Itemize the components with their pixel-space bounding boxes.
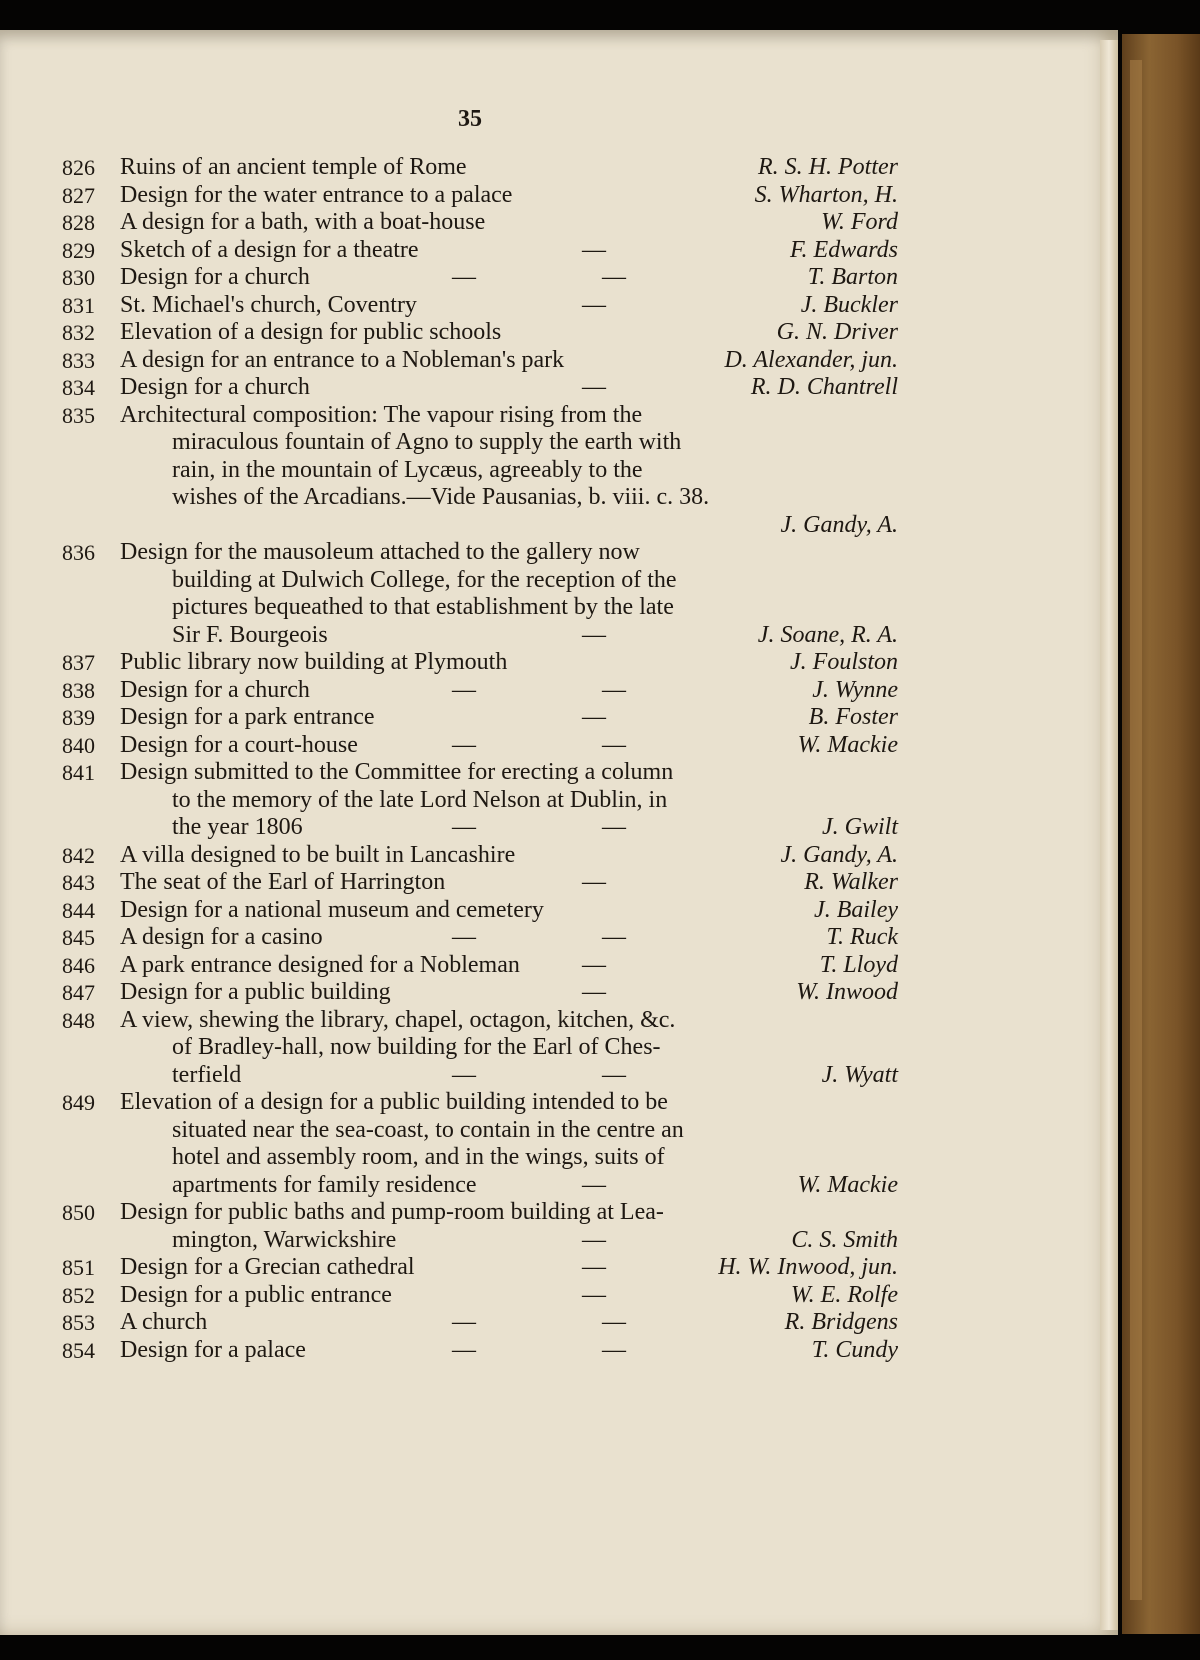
catalog-entry [62,1254,898,1282]
entry-artist: R. S. H. Potter [758,154,898,180]
entry-number: 835 [62,402,95,428]
book-spine-texture [1130,60,1142,1600]
catalog-entry [62,374,898,402]
entry-artist-line [62,512,898,540]
separator-dash: — [582,374,606,400]
entry-line [62,1034,898,1062]
entry-number: 830 [62,265,95,290]
entry-line [62,319,898,347]
entry-title: A view, shewing the library, chapel, octagon, kitchen, &c. [120,1006,676,1033]
entry-number: 854 [62,1337,95,1363]
catalog-entry [62,897,898,925]
entry-number: 848 [62,1007,95,1033]
entry-artist: J. Bailey [814,896,898,923]
entry-artist: B. Foster [808,704,898,730]
entry-title-continued: the year 1806 [172,814,303,840]
entry-artist: R. Bridgens [784,1309,898,1335]
entry-title: Design for a public building [120,979,391,1005]
entry-line [62,292,898,320]
entry-title: Design for the water entrance to a palace [120,181,513,208]
entry-line [62,732,898,760]
entry-artist: T. Cundy [811,1336,898,1363]
catalog-entry [62,1309,898,1337]
entry-artist: J. Gwilt [822,814,898,840]
entry-title: A park entrance designed for a Nobleman [120,951,520,978]
entry-line [62,649,898,677]
entry-title: Design for public baths and pump-room building at Lea- [120,1199,664,1225]
entry-title: Sketch of a design for a theatre [120,236,419,263]
separator-dash: — [452,1061,476,1088]
entry-title: Design for a church [120,264,310,290]
separator-dash: — [452,924,476,950]
entry-artist: J. Wynne [812,676,898,703]
catalog-entry [62,842,898,870]
entry-line [62,1062,898,1090]
catalog-entry [62,347,898,375]
entry-title: Design for a Grecian cathedral [120,1254,415,1280]
catalog-list [62,154,898,1364]
entry-line [62,182,898,210]
entry-line [62,594,898,622]
entry-artist: F. Edwards [789,236,898,263]
catalog-entry [62,1337,898,1365]
entry-line [62,622,898,650]
entry-number: 833 [62,347,95,373]
entry-line [62,484,898,512]
entry-line [62,1089,898,1117]
catalog-entry [62,539,898,649]
entry-title: Ruins of an ancient temple of Rome [120,154,467,180]
separator-dash: — [582,236,606,263]
entry-title: St. Michael's church, Coventry [120,291,417,318]
separator-dash: — [452,676,476,703]
entry-number: 853 [62,1310,95,1335]
separator-dash: — [582,1254,606,1280]
entry-title: A villa designed to be built in Lancashire [120,841,516,868]
entry-artist: J. Foulston [790,649,898,675]
catalog-entry [62,869,898,897]
separator-dash: — [582,979,606,1005]
entry-artist: G. N. Driver [776,319,898,345]
separator-dash: — [602,731,626,758]
entry-title: A design for an entrance to a Nobleman's park [120,346,565,373]
separator-dash: — [452,1309,476,1335]
entry-number: 827 [62,182,95,208]
entry-line [62,1337,898,1365]
entry-number: 847 [62,980,95,1005]
entry-title-continued: hotel and assembly room, and in the wings, suits of [172,1144,665,1170]
entry-title-continued: miraculous fountain of Agno to supply the earth with [172,429,682,455]
entry-line [62,1172,898,1200]
separator-dash: — [582,704,606,730]
entry-number: 841 [62,760,95,785]
entry-line [62,1007,898,1035]
entry-line [62,759,898,787]
catalog-entry [62,649,898,677]
catalog-entry [62,952,898,980]
entry-line [62,952,898,980]
catalog-entry [62,237,898,265]
entry-line [62,154,898,182]
entry-line [62,402,898,430]
entry-line [62,264,898,292]
entry-title-continued: wishes of the Arcadians.—Vide Pausanias, b. viii. c. 38. [172,484,710,510]
separator-dash: — [582,1171,606,1198]
entry-number: 844 [62,897,95,923]
entry-line [62,704,898,732]
entry-number: 849 [62,1090,95,1115]
entry-artist: W. Ford [821,209,898,235]
catalog-entry [62,732,898,760]
entry-number: 842 [62,842,95,868]
entry-number: 845 [62,925,95,950]
catalog-entry [62,182,898,210]
separator-dash: — [602,814,626,840]
entry-number: 834 [62,375,95,400]
entry-title: Elevation of a design for public schools [120,319,502,345]
entry-title: Design submitted to the Committee for erecting a column [120,759,674,785]
entry-title: Design for a palace [120,1336,306,1363]
entry-line [62,897,898,925]
catalog-entry [62,677,898,705]
page-edge [1100,40,1118,1630]
entry-artist: R. D. Chantrell [750,374,898,400]
entry-line [62,869,898,897]
entry-title: Design for a court-house [120,731,358,758]
entry-artist: W. Mackie [797,731,898,758]
entry-title: Design for a public entrance [120,1281,392,1308]
entry-number: 837 [62,650,95,675]
entry-line [62,1254,898,1282]
entry-number: 843 [62,870,95,895]
catalog-entry [62,319,898,347]
catalog-entry [62,1007,898,1090]
entry-line [62,429,898,457]
entry-artist: W. Inwood [796,979,898,1005]
entry-title: Design for the mausoleum attached to the gallery now [120,539,640,565]
entry-artist: J. Gandy, A. [780,511,898,538]
separator-dash: — [582,621,606,648]
entry-title: Elevation of a design for a public building intended to be [120,1089,668,1115]
entry-line [62,539,898,567]
entry-line [62,677,898,705]
entry-number: 836 [62,540,95,565]
entry-title-continued: Sir F. Bourgeois [172,621,328,648]
catalog-entry [62,704,898,732]
entry-number: 831 [62,292,95,318]
separator-dash: — [452,814,476,840]
entry-line [62,209,898,237]
entry-line [62,347,898,375]
separator-dash: — [582,1281,606,1308]
entry-line [62,237,898,265]
entry-line [62,1309,898,1337]
entry-title: Design for a national museum and cemetery [120,896,544,923]
entry-artist: H. W. Inwood, jun. [718,1254,898,1280]
entry-title: Design for a church [120,374,310,400]
entry-artist: W. E. Rolfe [790,1281,898,1308]
catalog-entry [62,154,898,182]
entry-number: 852 [62,1282,95,1308]
entry-title: A design for a casino [120,924,323,950]
separator-dash: — [582,1226,606,1253]
entry-artist: T. Barton [807,264,898,290]
entry-number: 829 [62,237,95,263]
page-number: 35 [458,106,482,132]
entry-number: 839 [62,705,95,730]
catalog-entry [62,1282,898,1310]
catalog-entry [62,264,898,292]
entry-artist: J. Wyatt [821,1061,898,1088]
separator-dash: — [582,869,606,895]
entry-line [62,1144,898,1172]
entry-line [62,814,898,842]
entry-line [62,1282,898,1310]
separator-dash: — [582,951,606,978]
entry-title-continued: situated near the sea-coast, to contain in the centre an [172,1116,684,1143]
catalog-entry [62,402,898,540]
entry-artist: J. Buckler [800,291,898,318]
entry-title-continued: terfield [172,1061,242,1088]
entry-line [62,787,898,815]
entry-line [62,1227,898,1255]
catalog-entry [62,292,898,320]
entry-line [62,842,898,870]
entry-number: 838 [62,677,95,703]
entry-title: Design for a church [120,676,310,703]
catalog-entry [62,979,898,1007]
entry-title: The seat of the Earl of Harrington [120,869,446,895]
separator-dash: — [452,264,476,290]
entry-number: 840 [62,732,95,758]
entry-artist: R. Walker [804,869,898,895]
entry-title-continued: of Bradley-hall, now building for the Earl of Ches- [172,1034,661,1060]
catalog-entry [62,1089,898,1199]
entry-artist: T. Ruck [826,924,898,950]
entry-artist: T. Lloyd [819,951,898,978]
entry-title: A design for a bath, with a boat-house [120,209,486,235]
catalog-entry [62,759,898,842]
entry-title-continued: pictures bequeathed to that establishment by the late [172,594,674,620]
entry-line [62,567,898,595]
separator-dash: — [602,264,626,290]
entry-line [62,979,898,1007]
catalog-entry [62,924,898,952]
entry-artist: J. Gandy, A. [780,841,898,868]
entry-number: 850 [62,1200,95,1225]
entry-number: 846 [62,952,95,978]
separator-dash: — [452,731,476,758]
entry-artist: S. Wharton, H. [754,181,898,208]
entry-title-continued: rain, in the mountain of Lycæus, agreeably to the [172,456,643,483]
entry-line [62,1117,898,1145]
entry-number: 851 [62,1255,95,1280]
entry-number: 828 [62,210,95,235]
catalog-entry [62,209,898,237]
separator-dash: — [602,676,626,703]
entry-title: Architectural composition: The vapour rising from the [120,401,643,428]
separator-dash: — [602,1061,626,1088]
entry-number: 832 [62,320,95,345]
entry-line [62,374,898,402]
entry-line [62,924,898,952]
entry-artist: D. Alexander, jun. [724,346,898,373]
entry-title-continued: building at Dulwich College, for the reception of the [172,566,677,593]
entry-title: Public library now building at Plymouth [120,649,508,675]
entry-title-continued: to the memory of the late Lord Nelson at Dublin, in [172,786,668,813]
entry-number: 826 [62,155,95,180]
separator-dash: — [582,291,606,318]
entry-line [62,457,898,485]
entry-title-continued: mington, Warwickshire [172,1226,397,1253]
entry-artist: J. Soane, R. A. [757,621,898,648]
entry-title: A church [120,1309,208,1335]
entry-line [62,1199,898,1227]
entry-artist: W. Mackie [797,1171,898,1198]
entry-artist: C. S. Smith [791,1226,898,1253]
entry-title: Design for a park entrance [120,704,375,730]
separator-dash: — [602,1336,626,1363]
separator-dash: — [602,1309,626,1335]
catalog-entry [62,1199,898,1254]
entry-title-continued: apartments for family residence [172,1171,477,1198]
separator-dash: — [452,1336,476,1363]
separator-dash: — [602,924,626,950]
